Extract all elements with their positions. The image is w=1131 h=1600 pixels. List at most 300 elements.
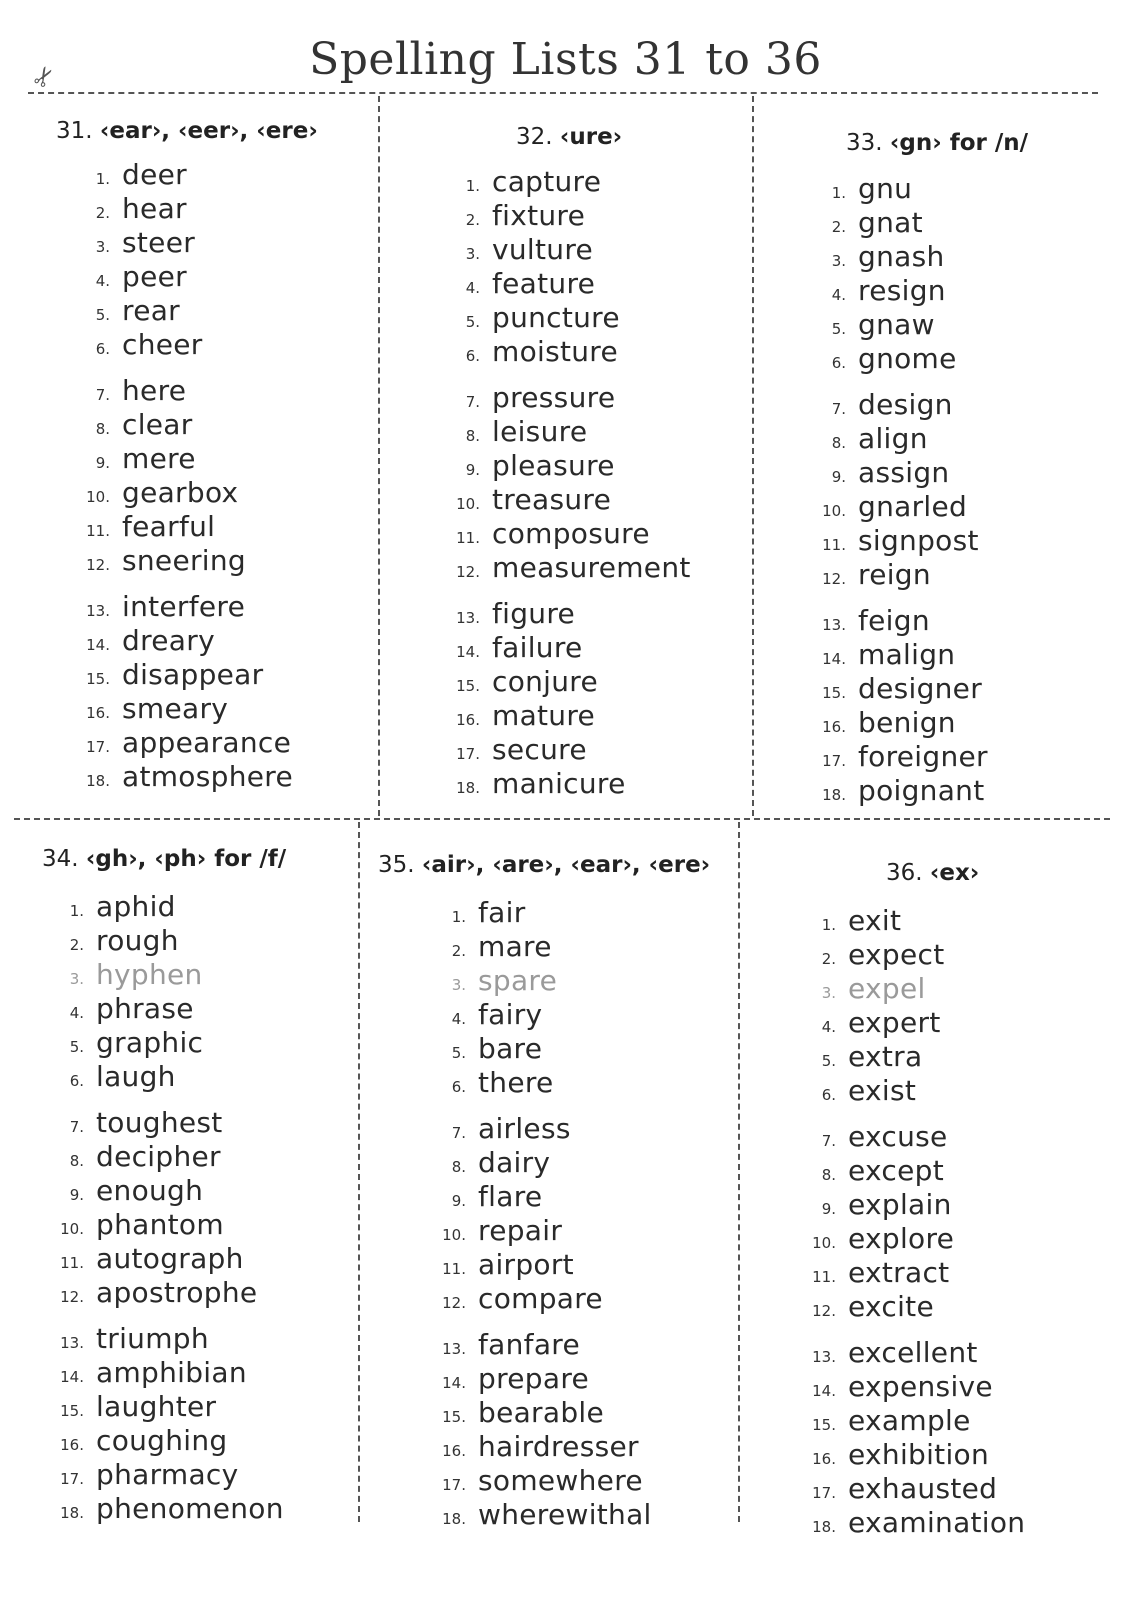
word-text: hyphen	[96, 958, 203, 991]
word-text: excellent	[848, 1336, 978, 1369]
word-number: 6.	[465, 347, 480, 365]
word-text: gnu	[858, 172, 913, 205]
list-item	[806, 172, 988, 206]
word-text: dreary	[122, 624, 215, 657]
word-text: airport	[478, 1248, 574, 1281]
word-number: 5.	[451, 1044, 466, 1062]
list-item	[796, 1040, 1025, 1074]
word-text: hairdresser	[478, 1430, 639, 1463]
list-item	[806, 274, 988, 308]
list-item	[44, 1060, 284, 1094]
word-number: 13.	[442, 1340, 466, 1358]
word-text: wherewithal	[478, 1498, 652, 1531]
list-item	[440, 301, 691, 335]
cut-line-right	[752, 96, 754, 816]
list-item	[426, 1282, 652, 1316]
word-text: appearance	[122, 726, 292, 759]
cut-line-right-lower	[738, 822, 740, 1522]
list-item	[440, 767, 691, 801]
word-text: designer	[858, 672, 983, 705]
list-item	[440, 449, 691, 483]
word-text: gnome	[858, 342, 957, 375]
word-text: design	[858, 388, 953, 421]
word-number: 4.	[831, 286, 846, 304]
list-item	[70, 510, 293, 544]
word-text: autograph	[96, 1242, 244, 1275]
list-item	[796, 904, 1025, 938]
word-number: 8.	[831, 434, 846, 452]
word-number: 11.	[60, 1254, 84, 1272]
word-number: 7.	[465, 393, 480, 411]
word-text: repair	[478, 1214, 563, 1247]
list-item	[44, 1458, 284, 1492]
word-text: explain	[848, 1188, 952, 1221]
list-pattern: ‹ure›	[559, 124, 623, 150]
word-number: 4.	[465, 279, 480, 297]
word-text: assign	[858, 456, 950, 489]
word-text: steer	[122, 226, 196, 259]
list-item	[440, 597, 691, 631]
list-item	[440, 335, 691, 369]
word-text: phenomenon	[96, 1492, 284, 1525]
word-number: 1.	[95, 170, 110, 188]
word-list-34	[44, 890, 284, 1526]
word-text: phrase	[96, 992, 194, 1025]
list-item	[44, 1208, 284, 1242]
word-text: rough	[96, 924, 179, 957]
word-text: feature	[492, 267, 596, 300]
word-number: 14.	[456, 643, 480, 661]
list-item	[806, 342, 988, 376]
list-number: 33.	[846, 130, 883, 156]
list-item	[426, 1146, 652, 1180]
word-number: 5.	[95, 306, 110, 324]
list-item	[426, 1396, 652, 1430]
list-item	[440, 381, 691, 415]
list-item	[70, 726, 293, 760]
list-number: 35.	[378, 852, 415, 878]
word-text: pleasure	[492, 449, 615, 482]
word-list-33	[806, 172, 988, 808]
word-number: 15.	[812, 1416, 836, 1434]
word-number: 5.	[821, 1052, 836, 1070]
list-36-title	[886, 860, 979, 886]
list-item	[796, 1256, 1025, 1290]
list-pattern: ‹gh›, ‹ph› for /f/	[85, 846, 287, 872]
word-number: 9.	[821, 1200, 836, 1218]
word-text: align	[858, 422, 928, 455]
word-text: except	[848, 1154, 944, 1187]
word-number: 3.	[465, 245, 480, 263]
word-text: feign	[858, 604, 930, 637]
word-text: vulture	[492, 233, 594, 266]
list-pattern: ‹ear›, ‹eer›, ‹ere›	[99, 118, 318, 144]
word-number: 10.	[456, 495, 480, 513]
word-number: 8.	[465, 427, 480, 445]
word-text: benign	[858, 706, 956, 739]
word-list-31	[70, 158, 293, 794]
list-item	[70, 192, 293, 226]
list-item	[796, 938, 1025, 972]
list-item	[426, 1430, 652, 1464]
word-text: figure	[492, 597, 576, 630]
word-number: 16.	[442, 1442, 466, 1460]
word-number: 18.	[456, 779, 480, 797]
word-number: 16.	[86, 704, 110, 722]
list-item	[440, 699, 691, 733]
word-number: 9.	[95, 454, 110, 472]
list-item	[806, 672, 988, 706]
word-number: 11.	[822, 536, 846, 554]
list-item	[44, 1242, 284, 1276]
word-number: 5.	[465, 313, 480, 331]
word-number: 7.	[451, 1124, 466, 1142]
word-text: apostrophe	[96, 1276, 258, 1309]
word-text: secure	[492, 733, 587, 766]
word-number: 13.	[812, 1348, 836, 1366]
word-text: excuse	[848, 1120, 948, 1153]
word-text: decipher	[96, 1140, 221, 1173]
list-pattern: ‹ex›	[929, 860, 980, 886]
list-item	[44, 958, 284, 992]
list-item	[796, 1438, 1025, 1472]
word-text: failure	[492, 631, 583, 664]
list-34-title	[42, 846, 286, 872]
word-text: mare	[478, 930, 552, 963]
word-text: smeary	[122, 692, 229, 725]
word-text: rear	[122, 294, 180, 327]
word-number: 15.	[456, 677, 480, 695]
word-text: mere	[122, 442, 196, 475]
word-number: 16.	[822, 718, 846, 736]
list-item	[806, 706, 988, 740]
word-number: 3.	[821, 984, 836, 1002]
list-item	[44, 992, 284, 1026]
word-number: 3.	[831, 252, 846, 270]
word-number: 14.	[60, 1368, 84, 1386]
word-number: 11.	[86, 522, 110, 540]
word-text: dairy	[478, 1146, 551, 1179]
word-number: 18.	[60, 1504, 84, 1522]
word-number: 17.	[822, 752, 846, 770]
word-text: deer	[122, 158, 187, 191]
word-number: 9.	[69, 1186, 84, 1204]
word-text: triumph	[96, 1322, 209, 1355]
word-number: 10.	[86, 488, 110, 506]
word-text: aphid	[96, 890, 176, 923]
list-item	[70, 408, 293, 442]
word-number: 15.	[60, 1402, 84, 1420]
list-item	[440, 415, 691, 449]
word-number: 2.	[831, 218, 846, 236]
list-item	[796, 1336, 1025, 1370]
list-item	[796, 1472, 1025, 1506]
word-text: capture	[492, 165, 602, 198]
word-number: 10.	[442, 1226, 466, 1244]
word-text: somewhere	[478, 1464, 643, 1497]
list-35-title	[378, 852, 710, 878]
word-number: 6.	[831, 354, 846, 372]
list-item	[796, 1222, 1025, 1256]
word-text: enough	[96, 1174, 204, 1207]
word-text: fairy	[478, 998, 543, 1031]
word-number: 4.	[69, 1004, 84, 1022]
list-item	[440, 517, 691, 551]
word-text: exhibition	[848, 1438, 990, 1471]
list-item	[70, 658, 293, 692]
word-text: compare	[478, 1282, 603, 1315]
word-text: fair	[478, 896, 526, 929]
word-number: 16.	[60, 1436, 84, 1454]
word-text: exit	[848, 904, 902, 937]
list-item	[70, 374, 293, 408]
list-item	[426, 1248, 652, 1282]
word-number: 1.	[831, 184, 846, 202]
word-number: 13.	[86, 602, 110, 620]
list-item	[426, 1328, 652, 1362]
list-pattern: ‹gn› for /n/	[889, 130, 1029, 156]
word-text: gnash	[858, 240, 945, 273]
word-list-32	[440, 165, 691, 801]
word-number: 8.	[95, 420, 110, 438]
list-item	[70, 544, 293, 578]
list-item	[440, 631, 691, 665]
word-number: 1.	[465, 177, 480, 195]
list-item	[70, 442, 293, 476]
cut-line-top	[28, 92, 1098, 94]
word-text: exhausted	[848, 1472, 998, 1505]
list-31-title	[56, 118, 318, 144]
word-text: leisure	[492, 415, 588, 448]
word-number: 17.	[60, 1470, 84, 1488]
cut-line-middle	[14, 818, 1110, 820]
list-item	[426, 998, 652, 1032]
word-text: gearbox	[122, 476, 239, 509]
word-number: 1.	[451, 908, 466, 926]
word-number: 2.	[465, 211, 480, 229]
word-number: 2.	[95, 204, 110, 222]
word-number: 6.	[95, 340, 110, 358]
list-item	[70, 590, 293, 624]
list-32-title	[516, 124, 622, 150]
list-item	[70, 226, 293, 260]
list-item	[70, 624, 293, 658]
word-number: 17.	[456, 745, 480, 763]
word-number: 11.	[442, 1260, 466, 1278]
list-item	[426, 1180, 652, 1214]
word-number: 14.	[86, 636, 110, 654]
word-number: 18.	[442, 1510, 466, 1528]
list-item	[796, 1120, 1025, 1154]
word-text: gnaw	[858, 308, 935, 341]
list-item	[806, 240, 988, 274]
list-number: 32.	[516, 124, 553, 150]
list-item	[806, 490, 988, 524]
word-text: explore	[848, 1222, 955, 1255]
word-text: spare	[478, 964, 558, 997]
list-item	[44, 1322, 284, 1356]
scissors-icon: ✂	[26, 60, 64, 94]
word-text: interfere	[122, 590, 246, 623]
word-text: reign	[858, 558, 931, 591]
list-item	[796, 1154, 1025, 1188]
word-text: atmosphere	[122, 760, 293, 793]
word-number: 17.	[86, 738, 110, 756]
word-number: 13.	[60, 1334, 84, 1352]
list-item	[806, 456, 988, 490]
word-number: 5.	[69, 1038, 84, 1056]
word-text: bearable	[478, 1396, 605, 1429]
word-text: peer	[122, 260, 187, 293]
word-number: 3.	[451, 976, 466, 994]
word-text: there	[478, 1066, 554, 1099]
word-number: 12.	[86, 556, 110, 574]
word-text: foreigner	[858, 740, 988, 773]
word-number: 8.	[821, 1166, 836, 1184]
list-item	[806, 524, 988, 558]
word-number: 16.	[812, 1450, 836, 1468]
list-item	[44, 1140, 284, 1174]
word-number: 3.	[69, 970, 84, 988]
list-item	[44, 1106, 284, 1140]
list-item	[426, 896, 652, 930]
word-list-36	[796, 904, 1025, 1540]
list-item	[426, 1032, 652, 1066]
list-item	[44, 1492, 284, 1526]
word-number: 11.	[812, 1268, 836, 1286]
list-item	[44, 1026, 284, 1060]
list-item	[70, 260, 293, 294]
list-item	[796, 1188, 1025, 1222]
word-text: measurement	[492, 551, 691, 584]
word-number: 15.	[442, 1408, 466, 1426]
word-number: 15.	[86, 670, 110, 688]
word-number: 4.	[451, 1010, 466, 1028]
list-item	[70, 294, 293, 328]
word-number: 8.	[69, 1152, 84, 1170]
word-list-35	[426, 896, 652, 1532]
word-text: bare	[478, 1032, 543, 1065]
word-number: 12.	[812, 1302, 836, 1320]
word-number: 14.	[822, 650, 846, 668]
word-number: 8.	[451, 1158, 466, 1176]
word-text: signpost	[858, 524, 979, 557]
word-number: 7.	[831, 400, 846, 418]
list-item	[44, 924, 284, 958]
word-number: 17.	[812, 1484, 836, 1502]
list-item	[796, 1506, 1025, 1540]
word-number: 12.	[442, 1294, 466, 1312]
word-text: coughing	[96, 1424, 228, 1457]
list-item	[796, 1074, 1025, 1108]
list-item	[426, 1112, 652, 1146]
cut-line-left-lower	[358, 822, 360, 1522]
word-number: 11.	[456, 529, 480, 547]
word-text: examination	[848, 1506, 1026, 1539]
list-item	[426, 1498, 652, 1532]
list-item	[806, 604, 988, 638]
list-item	[806, 740, 988, 774]
word-text: poignant	[858, 774, 985, 807]
list-item	[70, 760, 293, 794]
word-number: 10.	[60, 1220, 84, 1238]
word-number: 7.	[821, 1132, 836, 1150]
word-text: flare	[478, 1180, 543, 1213]
word-text: composure	[492, 517, 650, 550]
list-item	[44, 1356, 284, 1390]
word-number: 7.	[95, 386, 110, 404]
word-number: 15.	[822, 684, 846, 702]
list-item	[440, 165, 691, 199]
list-item	[440, 233, 691, 267]
word-number: 14.	[812, 1382, 836, 1400]
word-text: expel	[848, 972, 926, 1005]
list-item	[806, 422, 988, 456]
word-text: conjure	[492, 665, 599, 698]
word-number: 6.	[69, 1072, 84, 1090]
list-item	[440, 551, 691, 585]
word-number: 4.	[821, 1018, 836, 1036]
list-number: 36.	[886, 860, 923, 886]
list-number: 31.	[56, 118, 93, 144]
word-number: 10.	[822, 502, 846, 520]
list-item	[426, 1066, 652, 1100]
list-item	[70, 328, 293, 362]
list-item	[44, 1174, 284, 1208]
word-text: clear	[122, 408, 193, 441]
word-text: laughter	[96, 1390, 217, 1423]
word-number: 1.	[821, 916, 836, 934]
list-item	[44, 890, 284, 924]
word-text: fearful	[122, 510, 216, 543]
list-item	[806, 206, 988, 240]
list-33-title	[846, 130, 1028, 156]
word-number: 13.	[456, 609, 480, 627]
word-number: 13.	[822, 616, 846, 634]
word-number: 2.	[451, 942, 466, 960]
word-text: gnat	[858, 206, 923, 239]
word-number: 5.	[831, 320, 846, 338]
list-item	[426, 1464, 652, 1498]
list-item	[440, 733, 691, 767]
word-number: 2.	[821, 950, 836, 968]
list-item	[44, 1390, 284, 1424]
list-item	[806, 308, 988, 342]
word-text: fixture	[492, 199, 586, 232]
word-text: expert	[848, 1006, 941, 1039]
word-number: 12.	[456, 563, 480, 581]
word-number: 17.	[442, 1476, 466, 1494]
word-number: 3.	[95, 238, 110, 256]
word-number: 18.	[822, 786, 846, 804]
word-text: phantom	[96, 1208, 224, 1241]
word-number: 18.	[812, 1518, 836, 1536]
word-text: malign	[858, 638, 956, 671]
list-item	[806, 774, 988, 808]
list-item	[440, 199, 691, 233]
word-number: 6.	[821, 1086, 836, 1104]
list-item	[796, 972, 1025, 1006]
word-number: 10.	[812, 1234, 836, 1252]
list-item	[796, 1006, 1025, 1040]
list-item	[426, 930, 652, 964]
word-text: disappear	[122, 658, 264, 691]
word-number: 1.	[69, 902, 84, 920]
word-text: exist	[848, 1074, 917, 1107]
word-text: toughest	[96, 1106, 223, 1139]
word-number: 16.	[456, 711, 480, 729]
word-text: hear	[122, 192, 187, 225]
